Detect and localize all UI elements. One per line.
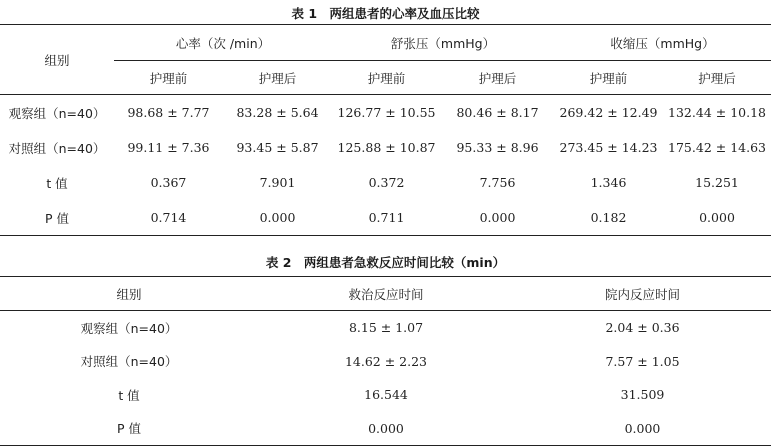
row-label: 对照组（n=40） [80, 354, 178, 370]
table-cell: 0.182 [590, 210, 627, 225]
table2-header: 组别 [116, 286, 142, 302]
table-row [0, 165, 771, 200]
table-row [0, 345, 771, 379]
table-cell: 99.11 ± 7.36 [127, 140, 210, 155]
row-label: 对照组（n=40） [8, 140, 106, 156]
table-row [0, 200, 771, 236]
row-label: 观察组（n=40） [80, 320, 178, 336]
table-cell: 14.62 ± 2.23 [344, 353, 428, 369]
row-label: 观察组（n=40） [8, 105, 106, 121]
table-cell: 0.000 [624, 420, 661, 436]
table-cell: 273.45 ± 14.23 [559, 140, 658, 155]
table-row [0, 378, 771, 412]
table-cell: 1.346 [590, 175, 627, 190]
table-cell: 80.46 ± 8.17 [456, 105, 539, 120]
table-cell: 0.000 [699, 210, 735, 225]
table1-caption: 表 1 两组患者的心率及血压比较 [291, 6, 480, 21]
table-cell: 269.42 ± 12.49 [559, 105, 658, 120]
table-cell: 31.509 [620, 387, 665, 403]
table-cell: 16.544 [364, 387, 408, 403]
table1-group-header: 组别 [0, 25, 114, 95]
table-cell: 7.57 ± 1.05 [605, 353, 680, 369]
table-row [0, 412, 771, 446]
table-cell: 2.04 ± 0.36 [605, 320, 680, 336]
table-cell: 0.000 [259, 210, 296, 225]
table1-subheader: 护理前 [367, 70, 406, 86]
table-cell: 83.28 ± 5.64 [236, 105, 319, 120]
table1-subheader: 护理后 [258, 70, 297, 86]
table-cell: 175.42 ± 14.63 [668, 140, 766, 155]
table-cell: 7.756 [479, 175, 516, 190]
table-row [0, 311, 771, 345]
table-cell: 0.711 [368, 210, 405, 225]
table1-metric-header: 收缩压（mmHg） [554, 25, 771, 61]
table2-header: 院内反应时间 [604, 286, 680, 302]
table1-subheader: 护理前 [589, 70, 628, 86]
table-cell: 0.367 [150, 175, 187, 190]
table-cell: 98.68 ± 7.77 [127, 105, 210, 120]
table-row [0, 130, 771, 165]
table-cell: 132.44 ± 10.18 [668, 105, 766, 120]
table1-metric-header: 心率（次 /min） [114, 25, 332, 61]
table-cell: 126.77 ± 10.55 [337, 105, 436, 120]
row-label: t 值 [118, 387, 140, 403]
table-cell: 0.000 [368, 420, 404, 436]
row-label: t 值 [46, 175, 68, 191]
table2-header: 救治反应时间 [348, 286, 424, 302]
table-cell: 95.33 ± 8.96 [456, 140, 539, 155]
table1-subheader: 护理后 [478, 70, 517, 86]
table-cell: 93.45 ± 5.87 [236, 140, 319, 155]
table-cell: 15.251 [695, 175, 739, 190]
table1-subheader: 护理前 [149, 70, 188, 86]
table-cell: 7.901 [259, 175, 296, 190]
table1-metric-header: 舒张压（mmHg） [332, 25, 554, 61]
table-cell: 0.714 [150, 210, 187, 225]
table1 [0, 24, 771, 236]
table2-caption: 表 2 两组患者急救反应时间比较（min） [265, 255, 506, 270]
table2 [0, 276, 771, 446]
table-row [0, 95, 771, 131]
row-label: P 值 [116, 421, 141, 437]
table1-subheader: 护理后 [698, 70, 736, 86]
row-label: P 值 [44, 210, 69, 226]
table-cell: 125.88 ± 10.87 [337, 140, 436, 155]
table-cell: 0.000 [479, 210, 516, 225]
table-cell: 0.372 [368, 175, 405, 190]
table-cell: 8.15 ± 1.07 [348, 320, 424, 336]
